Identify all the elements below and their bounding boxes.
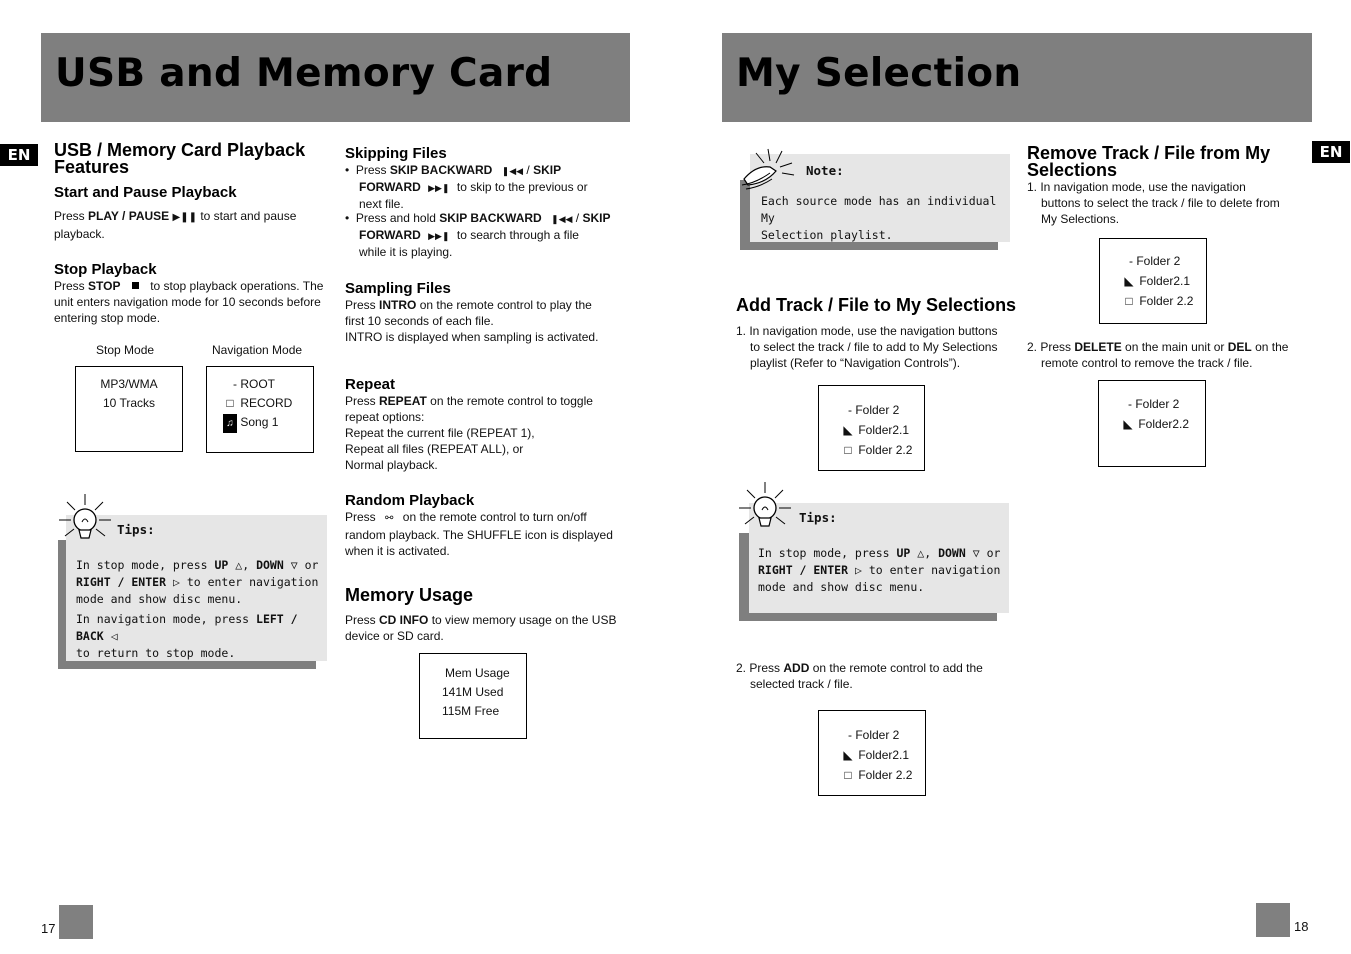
note-pen-icon [738,145,800,193]
folder-outline-icon: □ [226,396,234,410]
screen-line: □ Folder 2.2 [841,440,924,460]
skipping-heading: Skipping Files [345,145,447,162]
screen-line: 115M Free [442,704,500,718]
left-page-title: USB and Memory Card [55,51,553,96]
right-page-marker [1256,903,1290,937]
screen-line: - Folder 2 [848,728,900,742]
screen-line: - ROOT [233,377,275,391]
skip-back-icon: ❚◀◀ [501,166,524,176]
screen-line: ◣ Folder2.2 [1121,414,1205,434]
left-tips-text: In stop mode, press UP △, DOWN ▽ or RIGHT / ENTER ▷ to enter navigation mode and show disc menu. In navigation mode, press LEFT / BACK ◁ to return to stop mode. [76,558,319,660]
play-pause-icon: ▶❚❚ [172,212,197,223]
remove-track-heading: Remove Track / File from My Selections [1027,143,1271,180]
folder-filled-icon: ◣ [843,423,853,437]
right-title-banner [722,33,1312,122]
screen-line: MP3/WMA [100,377,158,391]
music-file-icon: ♫ [223,414,237,433]
folder-filled-icon: ◣ [1124,274,1134,288]
note-label: Note: [806,163,844,178]
repeat-text: Press REPEAT on the remote control to toggle repeat options: Repeat the current file (REPEAT 1), Repeat all files (REPEAT ALL), or Normal playback. [345,394,593,472]
sampling-text: Press INTRO on the remote control to play the first 10 seconds of each file. INTRO is displayed when sampling is activated. [345,298,599,344]
start-pause-heading: Start and Pause Playback [54,184,237,201]
remove-folder-screen-1 [1099,238,1207,324]
add-step-2: 2. Press ADD on the remote control to add the selected track / file. [736,661,983,691]
folder-outline-icon: □ [844,768,852,782]
screen-line: - Folder 2 [1129,254,1181,268]
lightbulb-icon [735,480,793,538]
stop-text: Press STOP to stop playback operations. The unit enters navigation mode for 10 seconds before entering stop mode. [54,279,324,325]
screen-line: Mem Usage [445,666,510,680]
screen-line: ◣ Folder2.1 [841,420,924,440]
left-title-banner [41,33,630,122]
right-page-number: 18 [1294,919,1309,934]
stop-heading: Stop Playback [54,261,157,278]
right-language-badge: EN [1312,141,1350,163]
stop-icon [132,282,139,289]
screen-line: □ Folder 2.2 [1122,291,1206,311]
skip-forward-icon: ▶▶❚ [428,183,450,193]
add-folder-screen-2 [818,710,926,796]
stop-mode-label: Stop Mode [96,343,155,357]
up-icon: △ [917,546,925,560]
skipping-bullet-2: • Press and hold SKIP BACKWARD ❚◀◀ / SKIP FORWARD ▶▶❚ to search through a file while it is playing. [345,211,611,259]
right-icon: ▷ [854,563,862,577]
screen-line: ◣ Folder2.1 [1122,271,1206,291]
shuffle-icon: ⚯ [385,513,394,524]
memory-usage-screen [419,653,527,739]
repeat-heading: Repeat [345,376,396,393]
left-tips-label: Tips: [117,522,155,537]
down-icon: ▽ [972,546,980,560]
sampling-heading: Sampling Files [345,280,451,297]
skip-back-icon: ❚◀◀ [551,214,573,224]
left-page-marker [59,905,93,939]
right-tips-text: In stop mode, press UP △, DOWN ▽ or RIGHT / ENTER ▷ to enter navigation mode and show disc menu. [758,546,1001,594]
skipping-bullet-1: • Press SKIP BACKWARD ❚◀◀ / SKIP FORWARD ▶▶❚ to skip to the previous or next file. [345,163,588,211]
lightbulb-icon [55,492,113,550]
section-title: USB / Memory Card Playback Features [54,140,306,177]
left-language-badge: EN [0,144,38,166]
add-step-1: 1. In navigation mode, use the navigation buttons to select the track / file to add to My Selections playlist (Refer to “Navigation Controls”). [736,324,998,370]
remove-step-1: 1. In navigation mode, use the navigation buttons to select the track / file to delete from My Selections. [1027,180,1280,226]
screen-line: 10 Tracks [102,396,156,410]
start-pause-text: Press PLAY / PAUSE ▶❚❚ to start and pause playback. [54,209,297,241]
navigation-mode-screen [206,366,314,453]
right-icon: ▷ [172,575,180,589]
note-text: Each source mode has an individual My Selection playlist. [761,194,997,242]
screen-line: - Folder 2 [848,403,900,417]
screen-line: ◣ Folder2.1 [841,745,925,765]
folder-filled-icon: ◣ [1123,417,1133,431]
navigation-mode-label: Navigation Mode [212,343,303,357]
right-tips-label: Tips: [799,510,837,525]
memory-heading: Memory Usage [345,585,474,605]
screen-line: ♫ Song 1 [223,413,313,433]
up-icon: △ [235,558,243,572]
right-page-title: My Selection [736,51,1022,96]
random-heading: Random Playback [345,492,475,509]
memory-text: Press CD INFO to view memory usage on the USB device or SD card. [345,613,617,643]
screen-line: 141M Used [442,685,504,699]
folder-filled-icon: ◣ [843,748,853,762]
remove-folder-screen-2 [1098,380,1206,467]
screen-line: - Folder 2 [1128,397,1180,411]
random-text: Press ⚯ on the remote control to turn on/off random playback. The SHUFFLE icon is displayed when it is activated. [345,510,613,558]
add-track-heading: Add Track / File to My Selections [736,295,1017,315]
remove-step-2: 2. Press DELETE on the main unit or DEL on the remote control to remove the track / file. [1027,340,1289,370]
add-folder-screen-1 [818,385,925,471]
folder-outline-icon: □ [844,443,852,457]
folder-outline-icon: □ [1125,294,1133,308]
left-page-number: 17 [41,921,56,936]
down-icon: ▽ [290,558,298,572]
left-icon: ◁ [110,629,118,643]
skip-forward-icon: ▶▶❚ [428,231,450,241]
screen-line: □ Folder 2.2 [841,765,925,785]
stop-mode-screen [75,366,183,452]
screen-line: □ RECORD [223,394,313,413]
